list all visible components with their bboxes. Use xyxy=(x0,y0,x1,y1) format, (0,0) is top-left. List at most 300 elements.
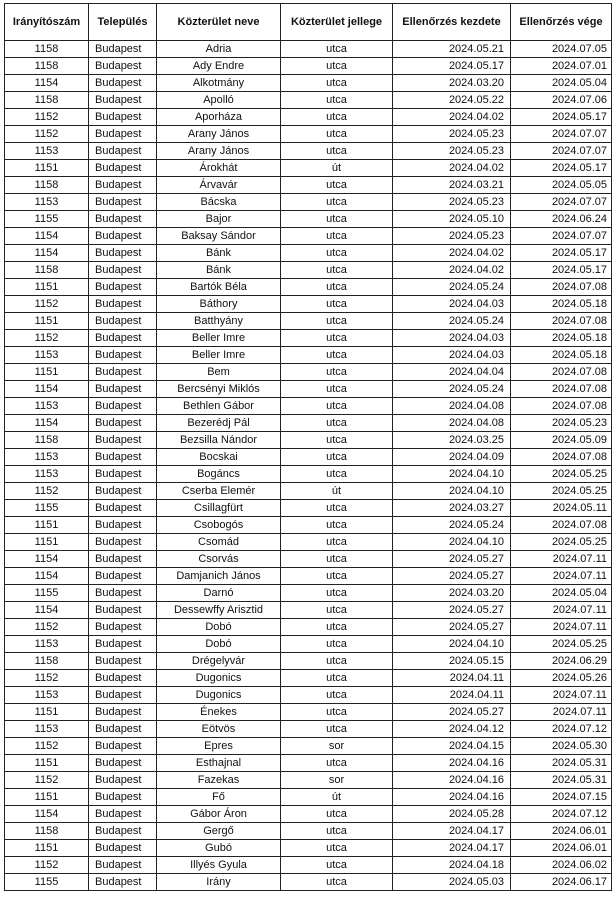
street-type-cell: utca xyxy=(281,347,393,364)
street-type-cell: utca xyxy=(281,466,393,483)
inspection-start-cell: 2024.04.03 xyxy=(393,296,511,313)
inspection-end-cell: 2024.05.04 xyxy=(511,75,612,92)
postal-code-cell: 1154 xyxy=(5,75,89,92)
street-type-cell: utca xyxy=(281,330,393,347)
inspection-start-cell: 2024.04.10 xyxy=(393,636,511,653)
table-row xyxy=(5,568,612,585)
settlement-cell: Budapest xyxy=(89,466,157,483)
postal-code-cell: 1153 xyxy=(5,347,89,364)
postal-code-cell: 1153 xyxy=(5,466,89,483)
inspection-start-cell: 2024.04.16 xyxy=(393,772,511,789)
table-row xyxy=(5,177,612,194)
postal-code-cell: 1152 xyxy=(5,772,89,789)
street-name-cell: Eötvös xyxy=(157,721,281,738)
header-postal-code: Irányítószám xyxy=(5,4,89,41)
street-name-cell: Esthajnal xyxy=(157,755,281,772)
settlement-cell: Budapest xyxy=(89,415,157,432)
street-name-cell: Beller Imre xyxy=(157,330,281,347)
inspection-end-cell: 2024.05.09 xyxy=(511,432,612,449)
header-inspection-end: Ellenőrzés vége xyxy=(511,4,612,41)
inspection-end-cell: 2024.05.30 xyxy=(511,738,612,755)
street-name-cell: Batthyány xyxy=(157,313,281,330)
postal-code-cell: 1154 xyxy=(5,245,89,262)
inspection-start-cell: 2024.04.03 xyxy=(393,347,511,364)
street-type-cell: utca xyxy=(281,92,393,109)
postal-code-cell: 1155 xyxy=(5,585,89,602)
settlement-cell: Budapest xyxy=(89,398,157,415)
postal-code-cell: 1153 xyxy=(5,636,89,653)
inspection-end-cell: 2024.05.04 xyxy=(511,585,612,602)
postal-code-cell: 1151 xyxy=(5,755,89,772)
inspection-start-cell: 2024.04.10 xyxy=(393,483,511,500)
street-type-cell: utca xyxy=(281,211,393,228)
table-row xyxy=(5,772,612,789)
settlement-cell: Budapest xyxy=(89,551,157,568)
street-name-cell: Csobogós xyxy=(157,517,281,534)
street-name-cell: Illyés Gyula xyxy=(157,857,281,874)
street-name-cell: Bocskai xyxy=(157,449,281,466)
street-type-cell: utca xyxy=(281,721,393,738)
table-header-row xyxy=(5,4,612,41)
street-name-cell: Csillagfürt xyxy=(157,500,281,517)
inspection-end-cell: 2024.05.25 xyxy=(511,636,612,653)
inspection-start-cell: 2024.03.21 xyxy=(393,177,511,194)
inspection-start-cell: 2024.04.04 xyxy=(393,364,511,381)
postal-code-cell: 1153 xyxy=(5,194,89,211)
table-row xyxy=(5,143,612,160)
street-name-cell: Bercsényi Miklós xyxy=(157,381,281,398)
inspection-start-cell: 2024.04.08 xyxy=(393,398,511,415)
settlement-cell: Budapest xyxy=(89,602,157,619)
street-type-cell: utca xyxy=(281,755,393,772)
inspection-start-cell: 2024.05.23 xyxy=(393,194,511,211)
settlement-cell: Budapest xyxy=(89,177,157,194)
street-name-cell: Bajor xyxy=(157,211,281,228)
inspection-start-cell: 2024.05.23 xyxy=(393,126,511,143)
settlement-cell: Budapest xyxy=(89,245,157,262)
inspection-end-cell: 2024.07.06 xyxy=(511,92,612,109)
inspection-start-cell: 2024.05.21 xyxy=(393,41,511,58)
street-type-cell: utca xyxy=(281,381,393,398)
table-row xyxy=(5,653,612,670)
settlement-cell: Budapest xyxy=(89,840,157,857)
street-type-cell: utca xyxy=(281,245,393,262)
settlement-cell: Budapest xyxy=(89,585,157,602)
inspection-end-cell: 2024.07.11 xyxy=(511,568,612,585)
street-name-cell: Epres xyxy=(157,738,281,755)
inspection-end-cell: 2024.05.31 xyxy=(511,755,612,772)
street-type-cell: utca xyxy=(281,840,393,857)
settlement-cell: Budapest xyxy=(89,806,157,823)
inspection-end-cell: 2024.07.11 xyxy=(511,619,612,636)
settlement-cell: Budapest xyxy=(89,75,157,92)
street-name-cell: Drégelyvár xyxy=(157,653,281,670)
street-type-cell: utca xyxy=(281,857,393,874)
inspection-end-cell: 2024.07.08 xyxy=(511,517,612,534)
table-row xyxy=(5,483,612,500)
inspection-end-cell: 2024.05.17 xyxy=(511,245,612,262)
inspection-start-cell: 2024.04.15 xyxy=(393,738,511,755)
inspection-start-cell: 2024.05.17 xyxy=(393,58,511,75)
table-row xyxy=(5,58,612,75)
table-row xyxy=(5,211,612,228)
street-type-cell: utca xyxy=(281,806,393,823)
table-row xyxy=(5,296,612,313)
table-row xyxy=(5,636,612,653)
inspection-end-cell: 2024.07.08 xyxy=(511,313,612,330)
settlement-cell: Budapest xyxy=(89,364,157,381)
postal-code-cell: 1155 xyxy=(5,500,89,517)
inspection-end-cell: 2024.07.08 xyxy=(511,449,612,466)
postal-code-cell: 1153 xyxy=(5,721,89,738)
settlement-cell: Budapest xyxy=(89,823,157,840)
inspection-end-cell: 2024.06.01 xyxy=(511,840,612,857)
postal-code-cell: 1151 xyxy=(5,789,89,806)
inspection-start-cell: 2024.05.27 xyxy=(393,619,511,636)
street-type-cell: utca xyxy=(281,228,393,245)
street-name-cell: Baksay Sándor xyxy=(157,228,281,245)
postal-code-cell: 1155 xyxy=(5,874,89,891)
street-type-cell: utca xyxy=(281,636,393,653)
inspection-start-cell: 2024.05.27 xyxy=(393,551,511,568)
inspection-start-cell: 2024.05.27 xyxy=(393,704,511,721)
street-name-cell: Csomád xyxy=(157,534,281,551)
settlement-cell: Budapest xyxy=(89,347,157,364)
street-type-cell: utca xyxy=(281,41,393,58)
inspection-end-cell: 2024.06.24 xyxy=(511,211,612,228)
table-row xyxy=(5,381,612,398)
settlement-cell: Budapest xyxy=(89,568,157,585)
table-row xyxy=(5,279,612,296)
inspection-end-cell: 2024.05.31 xyxy=(511,772,612,789)
inspection-start-cell: 2024.04.16 xyxy=(393,755,511,772)
inspection-start-cell: 2024.04.11 xyxy=(393,670,511,687)
street-type-cell: utca xyxy=(281,262,393,279)
settlement-cell: Budapest xyxy=(89,704,157,721)
street-name-cell: Báthory xyxy=(157,296,281,313)
inspection-start-cell: 2024.04.12 xyxy=(393,721,511,738)
street-name-cell: Apolló xyxy=(157,92,281,109)
table-row xyxy=(5,466,612,483)
settlement-cell: Budapest xyxy=(89,41,157,58)
table-row xyxy=(5,534,612,551)
inspection-end-cell: 2024.07.15 xyxy=(511,789,612,806)
postal-code-cell: 1158 xyxy=(5,92,89,109)
inspection-start-cell: 2024.04.02 xyxy=(393,160,511,177)
inspection-start-cell: 2024.05.23 xyxy=(393,143,511,160)
street-inspection-table xyxy=(4,3,612,891)
street-name-cell: Csorvás xyxy=(157,551,281,568)
inspection-end-cell: 2024.05.18 xyxy=(511,296,612,313)
street-type-cell: utca xyxy=(281,670,393,687)
postal-code-cell: 1158 xyxy=(5,653,89,670)
street-name-cell: Bezerédj Pál xyxy=(157,415,281,432)
street-type-cell: utca xyxy=(281,500,393,517)
inspection-start-cell: 2024.04.10 xyxy=(393,534,511,551)
inspection-start-cell: 2024.04.02 xyxy=(393,245,511,262)
inspection-end-cell: 2024.07.11 xyxy=(511,602,612,619)
settlement-cell: Budapest xyxy=(89,874,157,891)
street-name-cell: Árokhát xyxy=(157,160,281,177)
street-name-cell: Dobó xyxy=(157,619,281,636)
postal-code-cell: 1158 xyxy=(5,823,89,840)
street-type-cell: utca xyxy=(281,177,393,194)
postal-code-cell: 1151 xyxy=(5,279,89,296)
inspection-end-cell: 2024.07.07 xyxy=(511,143,612,160)
inspection-end-cell: 2024.07.01 xyxy=(511,58,612,75)
table-row xyxy=(5,857,612,874)
inspection-start-cell: 2024.03.20 xyxy=(393,585,511,602)
table-row xyxy=(5,789,612,806)
inspection-start-cell: 2024.04.09 xyxy=(393,449,511,466)
inspection-end-cell: 2024.05.17 xyxy=(511,109,612,126)
inspection-end-cell: 2024.05.11 xyxy=(511,500,612,517)
settlement-cell: Budapest xyxy=(89,449,157,466)
settlement-cell: Budapest xyxy=(89,330,157,347)
inspection-end-cell: 2024.05.25 xyxy=(511,534,612,551)
table-row xyxy=(5,262,612,279)
street-type-cell: utca xyxy=(281,551,393,568)
settlement-cell: Budapest xyxy=(89,58,157,75)
table-row xyxy=(5,92,612,109)
street-type-cell: utca xyxy=(281,619,393,636)
street-type-cell: utca xyxy=(281,687,393,704)
street-name-cell: Dugonics xyxy=(157,670,281,687)
settlement-cell: Budapest xyxy=(89,534,157,551)
postal-code-cell: 1154 xyxy=(5,415,89,432)
settlement-cell: Budapest xyxy=(89,313,157,330)
table-row xyxy=(5,75,612,92)
settlement-cell: Budapest xyxy=(89,381,157,398)
postal-code-cell: 1152 xyxy=(5,619,89,636)
settlement-cell: Budapest xyxy=(89,517,157,534)
inspection-end-cell: 2024.07.12 xyxy=(511,806,612,823)
street-name-cell: Bartók Béla xyxy=(157,279,281,296)
street-name-cell: Damjanich János xyxy=(157,568,281,585)
street-name-cell: Arany János xyxy=(157,126,281,143)
inspection-end-cell: 2024.07.08 xyxy=(511,381,612,398)
inspection-end-cell: 2024.07.07 xyxy=(511,126,612,143)
table-row xyxy=(5,415,612,432)
inspection-end-cell: 2024.07.11 xyxy=(511,687,612,704)
postal-code-cell: 1154 xyxy=(5,381,89,398)
table-row xyxy=(5,602,612,619)
street-type-cell: utca xyxy=(281,364,393,381)
postal-code-cell: 1151 xyxy=(5,840,89,857)
settlement-cell: Budapest xyxy=(89,432,157,449)
inspection-start-cell: 2024.05.27 xyxy=(393,568,511,585)
inspection-start-cell: 2024.04.08 xyxy=(393,415,511,432)
table-row xyxy=(5,823,612,840)
inspection-start-cell: 2024.04.16 xyxy=(393,789,511,806)
table-row xyxy=(5,840,612,857)
inspection-end-cell: 2024.07.07 xyxy=(511,194,612,211)
street-type-cell: utca xyxy=(281,432,393,449)
inspection-end-cell: 2024.07.12 xyxy=(511,721,612,738)
inspection-start-cell: 2024.05.28 xyxy=(393,806,511,823)
table-row xyxy=(5,806,612,823)
table-row xyxy=(5,687,612,704)
postal-code-cell: 1152 xyxy=(5,483,89,500)
table-row xyxy=(5,364,612,381)
street-type-cell: utca xyxy=(281,194,393,211)
settlement-cell: Budapest xyxy=(89,636,157,653)
street-name-cell: Fő xyxy=(157,789,281,806)
street-name-cell: Beller Imre xyxy=(157,347,281,364)
header-inspection-start: Ellenőrzés kezdete xyxy=(393,4,511,41)
postal-code-cell: 1152 xyxy=(5,330,89,347)
street-type-cell: utca xyxy=(281,296,393,313)
settlement-cell: Budapest xyxy=(89,857,157,874)
street-type-cell: utca xyxy=(281,126,393,143)
table-row xyxy=(5,313,612,330)
inspection-start-cell: 2024.04.03 xyxy=(393,330,511,347)
settlement-cell: Budapest xyxy=(89,721,157,738)
table-row xyxy=(5,585,612,602)
street-type-cell: utca xyxy=(281,602,393,619)
settlement-cell: Budapest xyxy=(89,143,157,160)
table-row xyxy=(5,704,612,721)
table-row xyxy=(5,500,612,517)
street-name-cell: Fazekas xyxy=(157,772,281,789)
street-type-cell: utca xyxy=(281,109,393,126)
street-name-cell: Bezsilla Nándor xyxy=(157,432,281,449)
inspection-end-cell: 2024.06.02 xyxy=(511,857,612,874)
inspection-start-cell: 2024.04.18 xyxy=(393,857,511,874)
table-row xyxy=(5,619,612,636)
inspection-end-cell: 2024.05.26 xyxy=(511,670,612,687)
table-row xyxy=(5,517,612,534)
postal-code-cell: 1154 xyxy=(5,806,89,823)
inspection-end-cell: 2024.07.11 xyxy=(511,704,612,721)
postal-code-cell: 1154 xyxy=(5,551,89,568)
postal-code-cell: 1153 xyxy=(5,449,89,466)
street-name-cell: Bogáncs xyxy=(157,466,281,483)
inspection-start-cell: 2024.05.27 xyxy=(393,602,511,619)
street-type-cell: út xyxy=(281,789,393,806)
table-row xyxy=(5,551,612,568)
street-type-cell: utca xyxy=(281,279,393,296)
inspection-start-cell: 2024.03.27 xyxy=(393,500,511,517)
street-name-cell: Árvavár xyxy=(157,177,281,194)
street-name-cell: Énekes xyxy=(157,704,281,721)
table-row xyxy=(5,755,612,772)
postal-code-cell: 1158 xyxy=(5,58,89,75)
inspection-start-cell: 2024.04.17 xyxy=(393,840,511,857)
inspection-start-cell: 2024.05.24 xyxy=(393,517,511,534)
street-name-cell: Bácska xyxy=(157,194,281,211)
postal-code-cell: 1158 xyxy=(5,41,89,58)
postal-code-cell: 1152 xyxy=(5,296,89,313)
postal-code-cell: 1152 xyxy=(5,109,89,126)
postal-code-cell: 1158 xyxy=(5,262,89,279)
postal-code-cell: 1151 xyxy=(5,704,89,721)
postal-code-cell: 1151 xyxy=(5,364,89,381)
inspection-start-cell: 2024.05.22 xyxy=(393,92,511,109)
inspection-start-cell: 2024.04.02 xyxy=(393,109,511,126)
inspection-end-cell: 2024.07.08 xyxy=(511,279,612,296)
table-row xyxy=(5,347,612,364)
postal-code-cell: 1155 xyxy=(5,211,89,228)
settlement-cell: Budapest xyxy=(89,687,157,704)
street-name-cell: Irány xyxy=(157,874,281,891)
street-name-cell: Adria xyxy=(157,41,281,58)
settlement-cell: Budapest xyxy=(89,92,157,109)
street-type-cell: utca xyxy=(281,653,393,670)
inspection-start-cell: 2024.03.20 xyxy=(393,75,511,92)
settlement-cell: Budapest xyxy=(89,160,157,177)
settlement-cell: Budapest xyxy=(89,211,157,228)
inspection-start-cell: 2024.05.10 xyxy=(393,211,511,228)
inspection-end-cell: 2024.05.18 xyxy=(511,347,612,364)
inspection-start-cell: 2024.05.03 xyxy=(393,874,511,891)
inspection-start-cell: 2024.05.24 xyxy=(393,313,511,330)
postal-code-cell: 1152 xyxy=(5,738,89,755)
settlement-cell: Budapest xyxy=(89,789,157,806)
settlement-cell: Budapest xyxy=(89,772,157,789)
street-name-cell: Gábor Áron xyxy=(157,806,281,823)
street-name-cell: Bem xyxy=(157,364,281,381)
table-row xyxy=(5,330,612,347)
header-street-name: Közterület neve xyxy=(157,4,281,41)
settlement-cell: Budapest xyxy=(89,738,157,755)
street-type-cell: utca xyxy=(281,313,393,330)
settlement-cell: Budapest xyxy=(89,296,157,313)
street-name-cell: Dobó xyxy=(157,636,281,653)
street-name-cell: Aporháza xyxy=(157,109,281,126)
postal-code-cell: 1154 xyxy=(5,568,89,585)
inspection-end-cell: 2024.05.25 xyxy=(511,483,612,500)
inspection-start-cell: 2024.04.02 xyxy=(393,262,511,279)
street-name-cell: Ady Endre xyxy=(157,58,281,75)
table-row xyxy=(5,109,612,126)
street-name-cell: Gergő xyxy=(157,823,281,840)
street-type-cell: utca xyxy=(281,534,393,551)
postal-code-cell: 1152 xyxy=(5,857,89,874)
postal-code-cell: 1152 xyxy=(5,126,89,143)
postal-code-cell: 1153 xyxy=(5,398,89,415)
table-row xyxy=(5,874,612,891)
postal-code-cell: 1151 xyxy=(5,160,89,177)
inspection-start-cell: 2024.03.25 xyxy=(393,432,511,449)
inspection-start-cell: 2024.05.15 xyxy=(393,653,511,670)
table-row xyxy=(5,670,612,687)
table-row xyxy=(5,160,612,177)
inspection-end-cell: 2024.06.29 xyxy=(511,653,612,670)
settlement-cell: Budapest xyxy=(89,262,157,279)
street-name-cell: Bánk xyxy=(157,262,281,279)
postal-code-cell: 1154 xyxy=(5,602,89,619)
inspection-end-cell: 2024.05.17 xyxy=(511,160,612,177)
postal-code-cell: 1153 xyxy=(5,687,89,704)
street-name-cell: Alkotmány xyxy=(157,75,281,92)
postal-code-cell: 1151 xyxy=(5,534,89,551)
street-name-cell: Gubó xyxy=(157,840,281,857)
settlement-cell: Budapest xyxy=(89,228,157,245)
table-row xyxy=(5,41,612,58)
street-name-cell: Darnó xyxy=(157,585,281,602)
street-name-cell: Arany János xyxy=(157,143,281,160)
street-type-cell: sor xyxy=(281,738,393,755)
header-street-type: Közterület jellege xyxy=(281,4,393,41)
inspection-end-cell: 2024.05.05 xyxy=(511,177,612,194)
inspection-start-cell: 2024.05.24 xyxy=(393,381,511,398)
inspection-start-cell: 2024.05.24 xyxy=(393,279,511,296)
inspection-end-cell: 2024.07.11 xyxy=(511,551,612,568)
street-type-cell: utca xyxy=(281,704,393,721)
street-type-cell: utca xyxy=(281,75,393,92)
inspection-start-cell: 2024.04.11 xyxy=(393,687,511,704)
